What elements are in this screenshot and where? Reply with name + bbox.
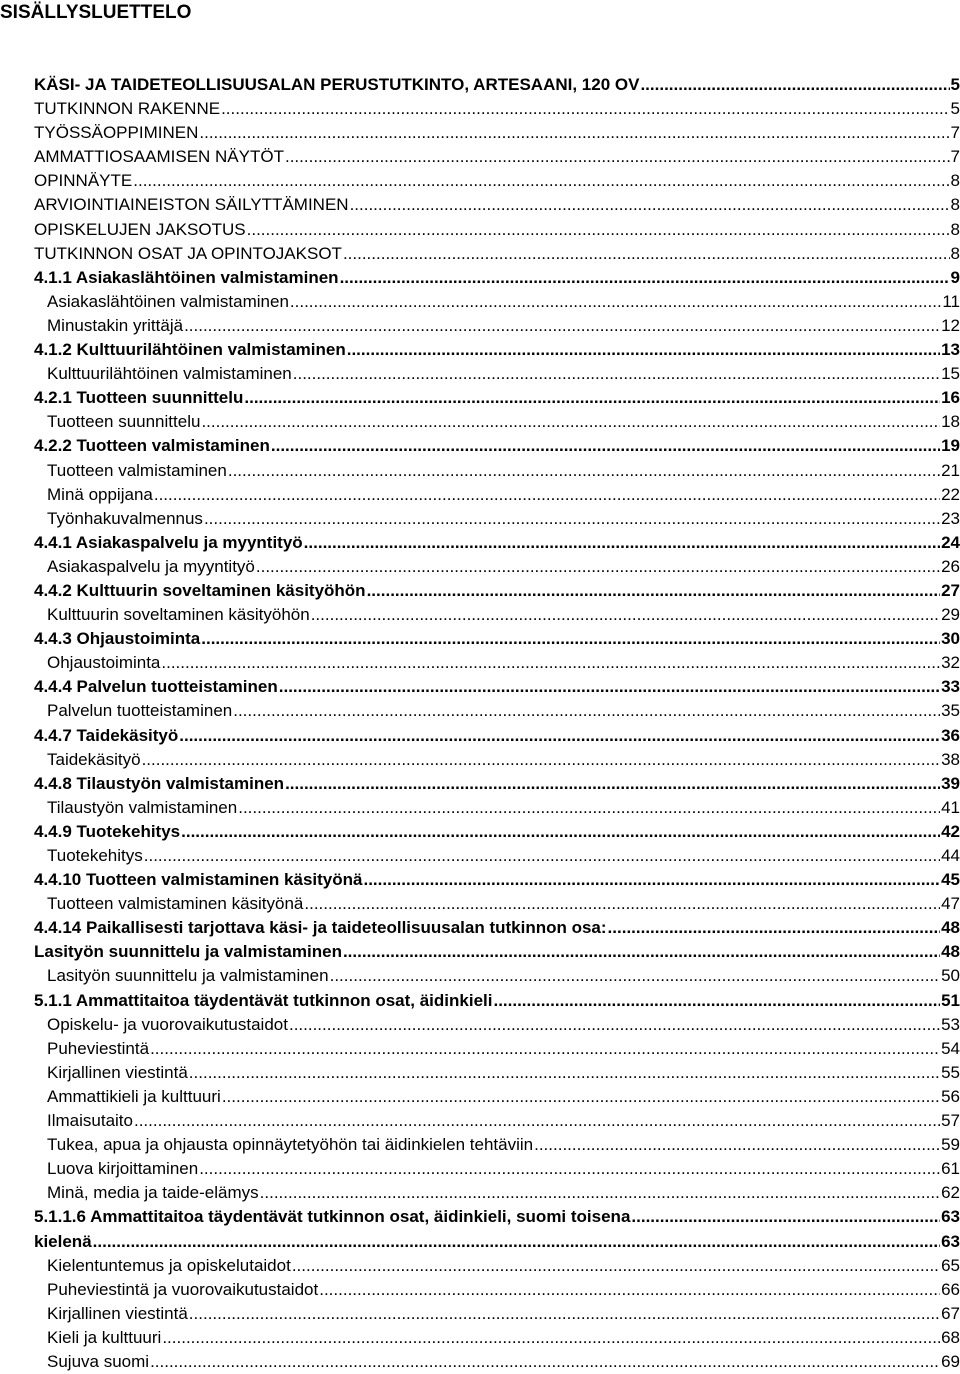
toc-page-number: 56 <box>941 1086 960 1106</box>
toc-dot-leader <box>204 507 940 531</box>
toc-dot-leader <box>290 290 941 314</box>
toc-dot-leader <box>233 699 940 723</box>
toc-entry[interactable] <box>0 989 960 1013</box>
toc-entry-title: OPINNÄYTE <box>34 171 133 191</box>
table-of-contents <box>0 73 960 1374</box>
toc-entry[interactable] <box>0 964 960 988</box>
toc-page-number: 27 <box>941 580 960 600</box>
toc-page-number: 33 <box>941 677 960 697</box>
toc-entry-title: Tuotteen suunnittelu <box>47 412 201 432</box>
toc-dot-leader <box>350 193 950 217</box>
toc-page-number: 8 <box>950 243 960 263</box>
toc-entry[interactable] <box>0 1085 960 1109</box>
toc-dot-leader <box>319 1278 940 1302</box>
toc-entry-title: 4.4.1 Asiakaspalvelu ja myyntityö <box>34 532 303 552</box>
toc-entry[interactable] <box>0 314 960 338</box>
toc-page-number: 7 <box>950 147 960 167</box>
toc-entry-title: Minä, media ja taide-elämys <box>47 1183 259 1203</box>
toc-dot-leader <box>181 820 940 844</box>
toc-entry[interactable] <box>0 459 960 483</box>
toc-page-number: 36 <box>941 725 960 745</box>
toc-entry[interactable] <box>0 724 960 748</box>
toc-dot-leader <box>347 338 940 362</box>
toc-dot-leader <box>150 1037 940 1061</box>
toc-entry[interactable] <box>0 218 960 242</box>
toc-entry-title: TYÖSSÄOPPIMINEN <box>34 123 199 143</box>
page-title: SISÄLLYSLUETTELO <box>0 2 192 23</box>
toc-entry[interactable] <box>0 555 960 579</box>
toc-entry[interactable] <box>0 940 960 964</box>
toc-dot-leader <box>493 989 940 1013</box>
toc-entry-title: Tukea, apua ja ohjausta opinnäytetyöhön tai äidinkielen tehtäviin <box>47 1135 534 1155</box>
toc-dot-leader <box>285 145 950 169</box>
toc-page-number: 7 <box>950 123 960 143</box>
toc-entry[interactable] <box>0 97 960 121</box>
toc-entry[interactable] <box>0 290 960 314</box>
toc-entry[interactable] <box>0 1278 960 1302</box>
toc-dot-leader <box>343 940 940 964</box>
toc-dot-leader <box>199 121 949 145</box>
toc-page-number: 48 <box>941 942 960 962</box>
toc-dot-leader <box>271 434 940 458</box>
toc-dot-leader <box>363 868 940 892</box>
toc-entry[interactable] <box>0 651 960 675</box>
toc-page-number: 57 <box>941 1111 960 1131</box>
toc-page-number: 48 <box>941 918 960 938</box>
toc-page-number: 26 <box>941 556 960 576</box>
toc-page-number: 9 <box>950 267 960 287</box>
toc-entry-title: Ilmaisutaito <box>47 1111 133 1131</box>
toc-dot-leader <box>330 964 940 988</box>
toc-entry[interactable] <box>0 1157 960 1181</box>
toc-entry-title: Kirjallinen viestintä <box>47 1303 188 1323</box>
toc-page-number: 54 <box>941 1038 960 1058</box>
toc-page-number: 42 <box>941 821 960 841</box>
toc-dot-leader <box>293 362 940 386</box>
toc-entry-title: 4.2.1 Tuotteen suunnittelu <box>34 388 244 408</box>
toc-page-number: 22 <box>941 484 960 504</box>
toc-page-number: 35 <box>941 701 960 721</box>
toc-entry-title: Lasityön suunnittelu ja valmistaminen <box>34 942 342 962</box>
toc-entry[interactable] <box>0 145 960 169</box>
toc-page-number: 32 <box>941 653 960 673</box>
toc-dot-leader <box>221 97 949 121</box>
toc-page-number: 65 <box>941 1255 960 1275</box>
toc-dot-leader <box>199 1157 940 1181</box>
toc-page-number: 29 <box>941 605 960 625</box>
toc-dot-leader <box>311 603 940 627</box>
toc-entry[interactable] <box>0 193 960 217</box>
toc-entry[interactable] <box>0 579 960 603</box>
toc-entry-title: 4.2.2 Tuotteen valmistaminen <box>34 436 270 456</box>
toc-entry-title: 4.4.4 Palvelun tuotteistaminen <box>34 677 278 697</box>
toc-entry[interactable] <box>0 627 960 651</box>
toc-entry[interactable] <box>0 266 960 290</box>
toc-entry-title: Luova kirjoittaminen <box>47 1159 199 1179</box>
toc-page-number: 5 <box>950 75 960 94</box>
toc-dot-leader <box>134 1109 940 1133</box>
toc-entry[interactable] <box>0 531 960 555</box>
toc-dot-leader <box>247 218 950 242</box>
toc-dot-leader <box>189 1302 940 1326</box>
toc-dot-leader <box>201 410 940 434</box>
toc-dot-leader <box>244 386 940 410</box>
toc-dot-leader <box>150 1350 940 1374</box>
toc-entry-title: 4.4.8 Tilaustyön valmistaminen <box>34 773 285 793</box>
toc-entry-title: Tuotekehitys <box>47 846 143 865</box>
toc-page-number: 61 <box>941 1159 960 1179</box>
toc-entry-title: Minä oppijana <box>47 484 153 504</box>
toc-page-number: 8 <box>950 195 960 215</box>
toc-entry[interactable] <box>0 1109 960 1133</box>
toc-entry-title: 4.1.1 Asiakaslähtöinen valmistaminen <box>34 267 339 287</box>
toc-dot-leader <box>161 651 940 675</box>
toc-entry[interactable] <box>0 868 960 892</box>
toc-entry-title: Palvelun tuotteistaminen <box>47 701 233 721</box>
toc-page-number: 38 <box>941 749 960 769</box>
toc-dot-leader <box>289 1013 940 1037</box>
toc-entry[interactable] <box>0 772 960 796</box>
toc-entry-title: Kirjallinen viestintä <box>47 1062 188 1082</box>
toc-entry-title: AMMATTIOSAAMISEN NÄYTÖT <box>34 147 284 167</box>
toc-page-number: 69 <box>941 1351 960 1371</box>
toc-entry[interactable] <box>0 1205 960 1229</box>
toc-dot-leader <box>93 1230 940 1254</box>
toc-entry[interactable] <box>0 169 960 193</box>
toc-page-number: 5 <box>950 99 960 119</box>
toc-entry[interactable] <box>0 1061 960 1085</box>
toc-entry-title: 5.1.1 Ammattitaitoa täydentävät tutkinnon osat, äidinkieli <box>34 990 493 1010</box>
toc-entry-title: kielenä <box>34 1231 92 1251</box>
toc-dot-leader <box>285 772 940 796</box>
toc-entry-title: TUTKINNON OSAT JA OPINTOJAKSOT <box>34 243 342 263</box>
toc-entry-title: ARVIOINTIAINEISTON SÄILYTTÄMINEN <box>34 195 349 215</box>
toc-entry[interactable] <box>0 1302 960 1326</box>
toc-page-number: 53 <box>941 1014 960 1034</box>
toc-entry-title: Ammattikieli ja kulttuuri <box>47 1086 221 1106</box>
toc-dot-leader <box>343 242 950 266</box>
toc-entry[interactable] <box>0 73 960 97</box>
toc-entry-title: Tuotteen valmistaminen käsityönä <box>47 894 304 914</box>
toc-page-number: 67 <box>941 1303 960 1323</box>
toc-entry[interactable] <box>0 699 960 723</box>
toc-entry[interactable] <box>0 892 960 916</box>
toc-page-number: 39 <box>941 773 960 793</box>
toc-entry-title: 4.4.3 Ohjaustoiminta <box>34 629 201 649</box>
toc-entry-title: Työnhakuvalmennus <box>47 508 203 528</box>
toc-entry[interactable] <box>0 844 960 868</box>
toc-entry-title: Puheviestintä <box>47 1038 150 1058</box>
toc-entry-title: Ohjaustoiminta <box>47 653 161 673</box>
toc-entry[interactable] <box>0 362 960 386</box>
toc-page-number: 63 <box>941 1207 960 1227</box>
toc-entry[interactable] <box>0 1350 960 1374</box>
toc-entry-title: 4.4.10 Tuotteen valmistaminen käsityönä <box>34 870 363 890</box>
toc-page-number: 21 <box>941 460 960 480</box>
toc-page-number: 66 <box>941 1279 960 1299</box>
toc-dot-leader <box>238 796 940 820</box>
toc-dot-leader <box>367 579 941 603</box>
toc-entry[interactable] <box>0 675 960 699</box>
toc-dot-leader <box>133 169 949 193</box>
toc-dot-leader <box>222 1085 940 1109</box>
toc-entry[interactable] <box>0 796 960 820</box>
toc-entry-title: Lasityön suunnittelu ja valmistaminen <box>47 966 329 986</box>
toc-entry[interactable] <box>0 1326 960 1350</box>
toc-entry[interactable] <box>0 242 960 266</box>
toc-entry[interactable] <box>0 386 960 410</box>
toc-entry-title: OPISKELUJEN JAKSOTUS <box>34 219 246 239</box>
toc-page-number: 8 <box>950 171 960 191</box>
toc-entry[interactable] <box>0 483 960 507</box>
toc-page-number: 63 <box>941 1231 960 1251</box>
toc-page-number: 15 <box>941 364 960 384</box>
toc-entry[interactable] <box>0 1254 960 1278</box>
toc-page-number: 62 <box>941 1183 960 1203</box>
toc-dot-leader <box>201 627 940 651</box>
toc-entry[interactable] <box>0 121 960 145</box>
toc-page-number: 44 <box>941 846 960 865</box>
toc-page-number: 19 <box>941 436 960 456</box>
toc-dot-leader <box>279 675 940 699</box>
toc-page-number: 41 <box>941 797 960 817</box>
toc-page-number: 11 <box>942 291 960 311</box>
toc-entry[interactable] <box>0 603 960 627</box>
toc-dot-leader <box>162 1326 940 1350</box>
toc-entry-title: Kielentuntemus ja opiskelutaidot <box>47 1255 291 1275</box>
toc-page-number: 13 <box>941 340 960 360</box>
toc-page-number: 8 <box>950 219 960 239</box>
toc-entry-title: 4.4.14 Paikallisesti tarjottava käsi- ja taideteollisuusalan tutkinnon osa: <box>34 918 607 938</box>
toc-entry[interactable] <box>0 434 960 458</box>
toc-entry[interactable] <box>0 1133 960 1157</box>
toc-entry-title: Asiakaspalvelu ja myyntityö <box>47 556 255 576</box>
toc-dot-leader <box>154 483 940 507</box>
toc-entry-title: Kulttuurin soveltaminen käsityöhön <box>47 605 310 625</box>
toc-dot-leader <box>144 844 940 868</box>
toc-page-number: 47 <box>941 894 960 914</box>
toc-page-number: 45 <box>941 870 960 890</box>
toc-page-number: 51 <box>941 990 960 1010</box>
toc-page-number: 30 <box>941 629 960 649</box>
toc-dot-leader <box>179 724 940 748</box>
toc-entry[interactable] <box>0 1037 960 1061</box>
toc-entry[interactable] <box>0 916 960 940</box>
toc-dot-leader <box>142 748 941 772</box>
toc-dot-leader <box>340 266 950 290</box>
toc-dot-leader <box>260 1181 940 1205</box>
toc-page-number: 68 <box>941 1327 960 1347</box>
toc-page-number: 50 <box>941 966 960 986</box>
toc-dot-leader <box>228 459 940 483</box>
toc-page-number: 55 <box>941 1062 960 1082</box>
toc-entry-title: Opiskelu- ja vuorovaikutustaidot <box>47 1014 288 1034</box>
toc-entry[interactable] <box>0 1181 960 1205</box>
toc-entry-title: Kulttuurilähtöinen valmistaminen <box>47 364 292 384</box>
toc-dot-leader <box>640 73 949 97</box>
toc-entry-title: Tuotteen valmistaminen <box>47 460 227 480</box>
toc-entry[interactable] <box>0 507 960 531</box>
toc-entry[interactable] <box>0 748 960 772</box>
toc-entry-title: Kieli ja kulttuuri <box>47 1327 162 1347</box>
toc-dot-leader <box>631 1205 940 1229</box>
toc-dot-leader <box>534 1133 940 1157</box>
toc-entry[interactable] <box>0 1013 960 1037</box>
toc-dot-leader <box>608 916 941 940</box>
toc-page-number: 12 <box>941 315 960 335</box>
toc-entry-title: Taidekäsityö <box>47 749 141 769</box>
toc-entry-title: Minustakin yrittäjä <box>47 315 184 335</box>
toc-entry-title: 4.4.7 Taidekäsityö <box>34 725 179 745</box>
toc-page-number: 23 <box>941 508 960 528</box>
toc-dot-leader <box>189 1061 940 1085</box>
toc-entry[interactable] <box>0 338 960 362</box>
toc-entry-title: 4.4.2 Kulttuurin soveltaminen käsityöhön <box>34 580 366 600</box>
toc-dot-leader <box>304 892 940 916</box>
toc-dot-leader <box>256 555 940 579</box>
toc-entry-title: 5.1.1.6 Ammattitaitoa täydentävät tutkinnon osat, äidinkieli, suomi toisena <box>34 1207 631 1227</box>
toc-entry-title: KÄSI- JA TAIDETEOLLISUUSALAN PERUSTUTKINTO, ARTESAANI, 120 OV <box>34 75 640 94</box>
toc-entry-title: Sujuva suomi <box>47 1351 150 1371</box>
toc-dot-leader <box>304 531 940 555</box>
toc-entry-title: 4.4.9 Tuotekehitys <box>34 821 181 841</box>
toc-entry[interactable] <box>0 1230 960 1254</box>
toc-entry-title: Asiakaslähtöinen valmistaminen <box>47 291 289 311</box>
toc-entry[interactable] <box>0 410 960 434</box>
toc-page-number: 24 <box>941 532 960 552</box>
toc-page-number: 18 <box>941 412 960 432</box>
toc-entry[interactable] <box>0 820 960 844</box>
toc-dot-leader <box>292 1254 940 1278</box>
toc-dot-leader <box>184 314 940 338</box>
toc-entry-title: Tilaustyön valmistaminen <box>47 797 238 817</box>
toc-entry-title: TUTKINNON RAKENNE <box>34 99 221 119</box>
toc-entry-title: 4.1.2 Kulttuurilähtöinen valmistaminen <box>34 340 346 360</box>
toc-page-number: 59 <box>941 1135 960 1155</box>
toc-page-number: 16 <box>941 388 960 408</box>
toc-entry-title: Puheviestintä ja vuorovaikutustaidot <box>47 1279 319 1299</box>
